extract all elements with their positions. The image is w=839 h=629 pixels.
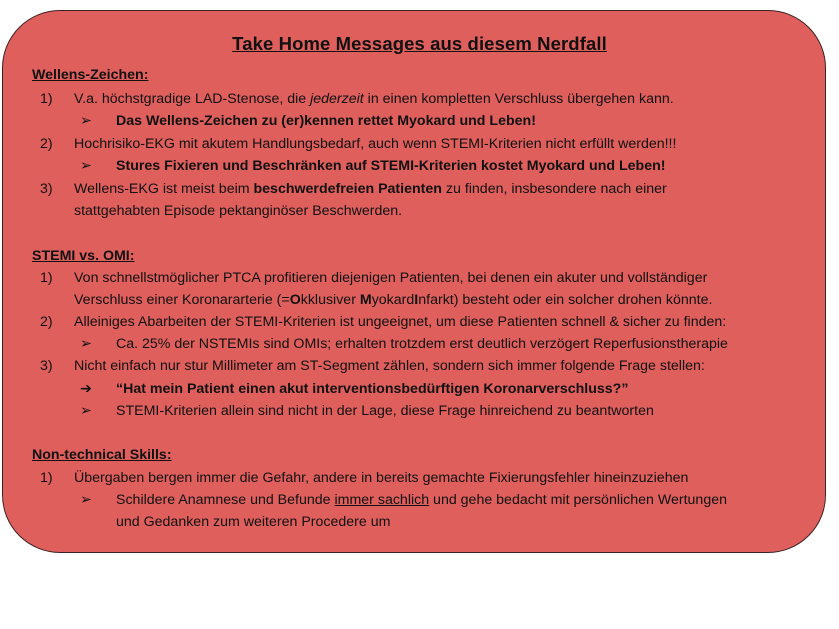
list-number: 1) <box>40 470 53 486</box>
list-item-text: V.a. höchstgradige LAD-Stenose, die jederzeit in einen kompletten Verschluss übergehen kann. <box>74 91 674 107</box>
list-item-text-cont: Verschluss einer Koronararterie (=Okklusiver MyokardInfarkt) besteht oder ein solcher drohen könnte. <box>74 292 713 308</box>
sub-item-text: Das Wellens-Zeichen zu (er)kennen rettet Myokard und Leben! <box>116 113 536 129</box>
list-number: 1) <box>40 270 53 286</box>
list-item-text: Von schnellstmöglicher PTCA profitieren diejenigen Patienten, bei denen ein akuter und vollständiger <box>74 270 708 286</box>
list-item-text: Nicht einfach nur stur Millimeter am ST-Segment zählen, sondern sich immer folgende Frage stellen: <box>74 358 705 374</box>
section-heading-non-technical: Non-technical Skills: <box>32 447 172 463</box>
list-number: 2) <box>40 314 53 330</box>
sub-item-question: “Hat mein Patient einen akut interventionsbedürftigen Koronarverschluss?” <box>116 381 629 397</box>
arrow-icon: ➢ <box>80 336 92 352</box>
list-item-text: Alleiniges Abarbeiten der STEMI-Kriterien ist ungeeignet, um diese Patienten schnell & sicher zu finden: <box>74 314 727 330</box>
list-item-text: Wellens-EKG ist meist beim beschwerdefreien Patienten zu finden, insbesondere nach einer <box>74 181 667 197</box>
arrow-icon: ➢ <box>80 403 92 419</box>
sub-item-text: Stures Fixieren und Beschränken auf STEMI-Kriterien kostet Myokard und Leben! <box>116 158 666 174</box>
page-title: Take Home Messages aus diesem Nerdfall <box>232 33 607 54</box>
arrow-icon: ➢ <box>80 158 92 174</box>
list-item-text-cont: stattgehabten Episode pektanginöser Beschwerden. <box>74 203 403 219</box>
right-arrow-icon: ➔ <box>80 381 92 397</box>
list-item-text: Hochrisiko-EKG mit akutem Handlungsbedarf, auch wenn STEMI-Kriterien nicht erfüllt werden!!! <box>74 136 677 152</box>
arrow-icon: ➢ <box>80 492 92 508</box>
arrow-icon: ➢ <box>80 113 92 129</box>
section-heading-wellens: Wellens-Zeichen: <box>32 67 149 83</box>
list-number: 1) <box>40 91 53 107</box>
list-number: 3) <box>40 358 53 374</box>
list-number: 3) <box>40 181 53 197</box>
sub-item-text: Schildere Anamnese und Befunde immer sachlich und gehe bedacht mit persönlichen Wertungen <box>116 492 727 508</box>
sub-item-text: Ca. 25% der NSTEMIs sind OMIs; erhalten trotzdem erst deutlich verzögert Reperfusionstherapie <box>116 336 728 352</box>
sub-item-text-cont: und Gedanken zum weiteren Procedere um <box>116 514 391 530</box>
list-item-text: Übergaben bergen immer die Gefahr, andere in bereits gemachte Fixierungsfehler hineinzuziehen <box>74 470 689 486</box>
sub-item-text: STEMI-Kriterien allein sind nicht in der Lage, diese Frage hinreichend zu beantworten <box>116 403 654 419</box>
section-heading-stemi-omi: STEMI vs. OMI: <box>32 248 135 264</box>
list-number: 2) <box>40 136 53 152</box>
